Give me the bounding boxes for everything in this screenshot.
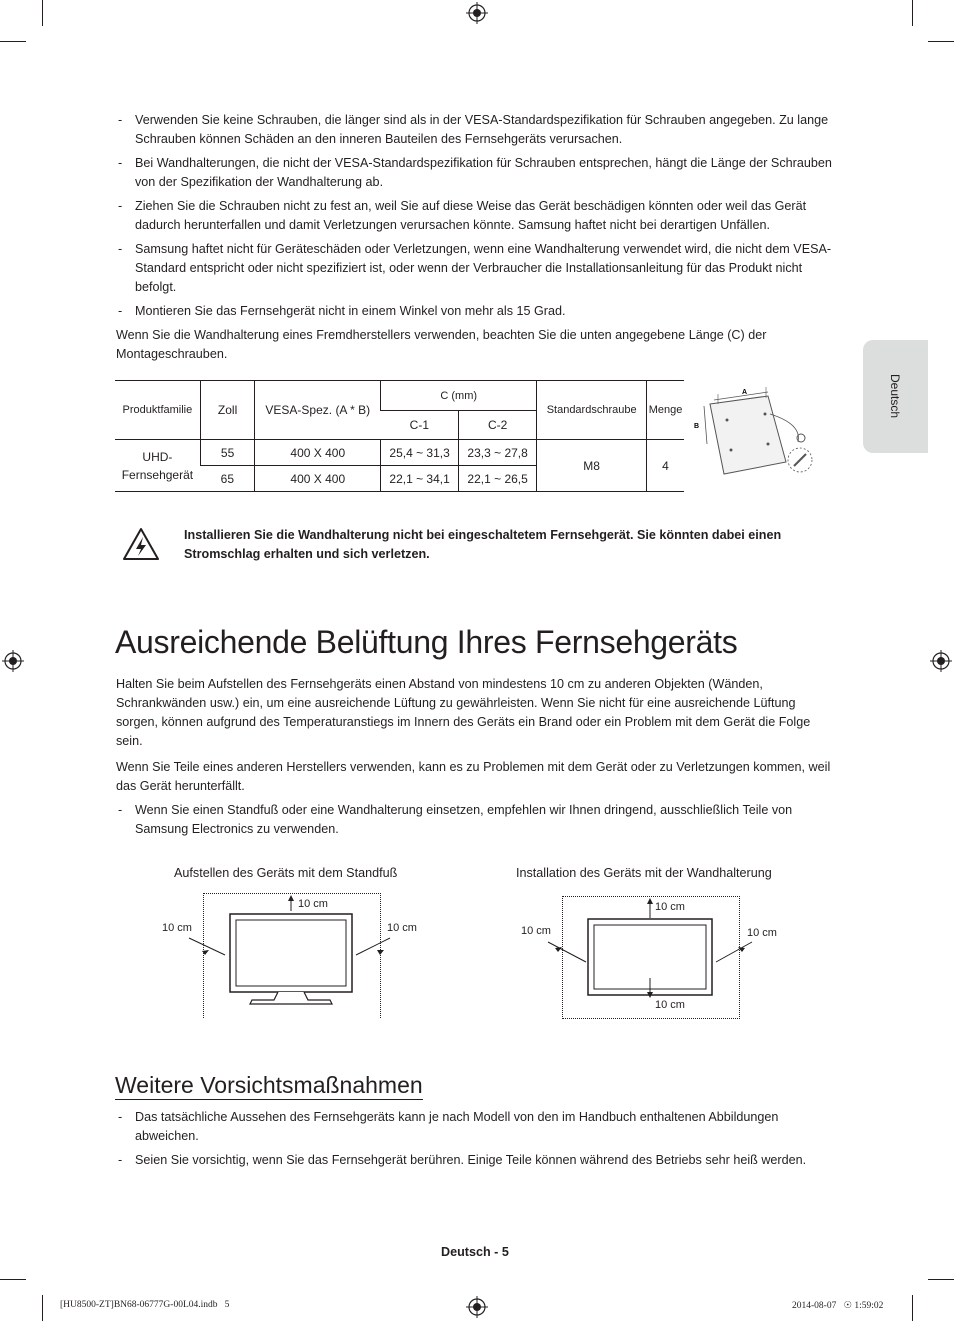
- cell-screw: M8: [537, 440, 647, 492]
- electric-shock-warning-icon: [122, 527, 160, 561]
- cell-c1: 22,1 ~ 34,1: [381, 466, 459, 492]
- header-family: Produktfamilie: [115, 381, 200, 440]
- crop-mark: [42, 1295, 43, 1321]
- list-item: - Das tatsächliche Aussehen des Fernsehgeräts kann je nach Modell von den im Handbuch enthaltenen Abbildungen abweichen.: [118, 1110, 779, 1143]
- wall-arrows: [530, 898, 770, 1002]
- crop-mark: [912, 0, 913, 26]
- wall-mount-diagram: [690, 384, 820, 480]
- cell-c2: 23,3 ~ 27,8: [458, 440, 536, 466]
- cell-inch: 55: [200, 440, 255, 466]
- list-item: - Seien Sie vorsichtig, wenn Sie das Fernsehgerät berühren. Einige Teile können während des Betriebs sehr heiß werden.: [118, 1153, 807, 1167]
- cell-qty: 4: [647, 440, 684, 492]
- language-tab: [863, 340, 928, 453]
- crop-mark: [928, 1279, 954, 1280]
- list-item: - Samsung haftet nicht für Geräteschäden oder Verletzungen, wenn eine Wandhalterung verwendet wird, die nicht dem VESA-Standard entspricht oder nicht spezifiziert ist, oder wenn der Verbraucher die Installationsanleitung für das Produkt nicht befolgt.: [118, 242, 832, 294]
- stand-figure-caption: Aufstellen des Geräts mit dem Standfuß: [174, 866, 398, 880]
- print-info-left: [HU8500-ZT]BN68-06777G-00L04.indb 5: [60, 1300, 230, 1310]
- cell-vesa: 400 X 400: [255, 440, 381, 466]
- list-item: - Ziehen Sie die Schrauben nicht zu fest an, weil Sie auf diese Weise das Gerät beschädigen könnten oder weil das Gerät dadurch herunterfallen und damit Verletzungen verursachen könnte. Samsung haftet nicht bei derartigen Unfällen.: [118, 199, 807, 232]
- stand-arrows: [170, 895, 410, 965]
- stand-dist-left: 10 cm: [162, 922, 192, 934]
- wall-figure-caption: Installation des Geräts mit der Wandhalterung: [516, 866, 772, 880]
- registration-mark-icon: [466, 1296, 488, 1318]
- stand-dist-right: 10 cm: [387, 922, 417, 934]
- ventilation-paragraph-1: Halten Sie beim Aufstellen des Fernsehgeräts einen Abstand von mindestens 10 cm zu anderen Objekten (Wänden, Schrankwänden usw.) ein, um eine ausreichende Lüftung zu gewährleisten. Wenn Sie nicht für eine ausreichende Lüftung sorgen, können aufgrund des Temperaturanstiegs im Innern des Geräts ein Brand oder ein Problem mit dem Gerät die Folge sein.: [116, 677, 811, 748]
- registration-mark-icon: [2, 650, 24, 672]
- cell-c2: 22,1 ~ 26,5: [458, 466, 536, 492]
- cell-c1: 25,4 ~ 31,3: [381, 440, 459, 466]
- table-row: [115, 440, 684, 466]
- section-title-precautions: Weitere Vorsichtsmaßnahmen: [115, 1072, 423, 1098]
- stand-dist-top: 10 cm: [298, 898, 328, 910]
- cell-family: UHD- Fernsehgerät: [115, 440, 200, 492]
- wall-dist-left: 10 cm: [521, 925, 551, 937]
- cell-vesa: 400 X 400: [255, 466, 381, 492]
- crop-mark: [928, 41, 954, 42]
- crop-mark: [42, 0, 43, 26]
- crop-mark: [0, 41, 26, 42]
- wall-dist-right: 10 cm: [747, 927, 777, 939]
- list-item: - Verwenden Sie keine Schrauben, die länger sind als in der VESA-Standardspezifikation für Schrauben angegeben. Zu lange Schrauben können Schäden an den inneren Bauteilen des Fernsehgeräts verursachen.: [118, 113, 829, 146]
- diagram-label-b: B: [694, 423, 700, 430]
- list-item: - Montieren Sie das Fernsehgerät nicht in einem Winkel von mehr als 15 Grad.: [118, 304, 566, 318]
- wall-dist-top: 10 cm: [655, 901, 685, 913]
- section-title-ventilation: Ausreichende Belüftung Ihres Fernsehgeräts: [115, 624, 738, 660]
- wall-dist-bottom: 10 cm: [655, 999, 685, 1011]
- registration-mark-icon: [930, 650, 952, 672]
- registration-mark-icon: [466, 2, 488, 24]
- header-qty: Menge: [647, 381, 684, 440]
- header-c2: C-2: [458, 411, 536, 440]
- page-number: Deutsch - 5: [441, 1245, 509, 1259]
- ventilation-paragraph-2: Wenn Sie Teile eines anderen Herstellers verwenden, kann es zu Problemen mit dem Gerät oder zu Verletzungen kommen, weil das Gerät herunterfällt.: [116, 760, 831, 793]
- screw-spec-table: [115, 380, 684, 492]
- header-c1: C-1: [381, 411, 459, 440]
- header-c: C (mm): [381, 381, 537, 411]
- crop-mark: [0, 1279, 26, 1280]
- language-tab-label: Deutsch: [888, 373, 902, 419]
- header-vesa: VESA-Spez. (A * B): [255, 381, 381, 440]
- warning-text: Installieren Sie die Wandhalterung nicht bei eingeschaltetem Fernsehgerät. Sie könnten dabei einen Stromschlag erhalten und sich verletzen.: [184, 528, 782, 561]
- diagram-label-a: A: [742, 389, 748, 396]
- print-info-right: 2014-08-07 ☉ 1:59:02: [792, 1301, 884, 1311]
- intro-paragraph: Wenn Sie die Wandhalterung eines Fremdherstellers verwenden, beachten Sie die unten angegebene Länge (C) der Montageschrauben.: [116, 328, 767, 361]
- crop-mark: [912, 1295, 913, 1321]
- list-item: - Bei Wandhalterungen, die nicht der VESA-Standardspezifikation für Schrauben entsprechen, hängt die Länge der Schrauben von der Spezifikation der Wandhalterung ab.: [118, 156, 832, 189]
- list-item: - Wenn Sie einen Standfuß oder eine Wandhalterung einsetzen, empfehlen wir Ihnen dringend, ausschließlich Teile von Samsung Electronics zu verwenden.: [118, 803, 793, 836]
- header-screw: Standardschraube: [537, 381, 647, 440]
- header-inch: Zoll: [200, 381, 255, 440]
- cell-inch: 65: [200, 466, 255, 492]
